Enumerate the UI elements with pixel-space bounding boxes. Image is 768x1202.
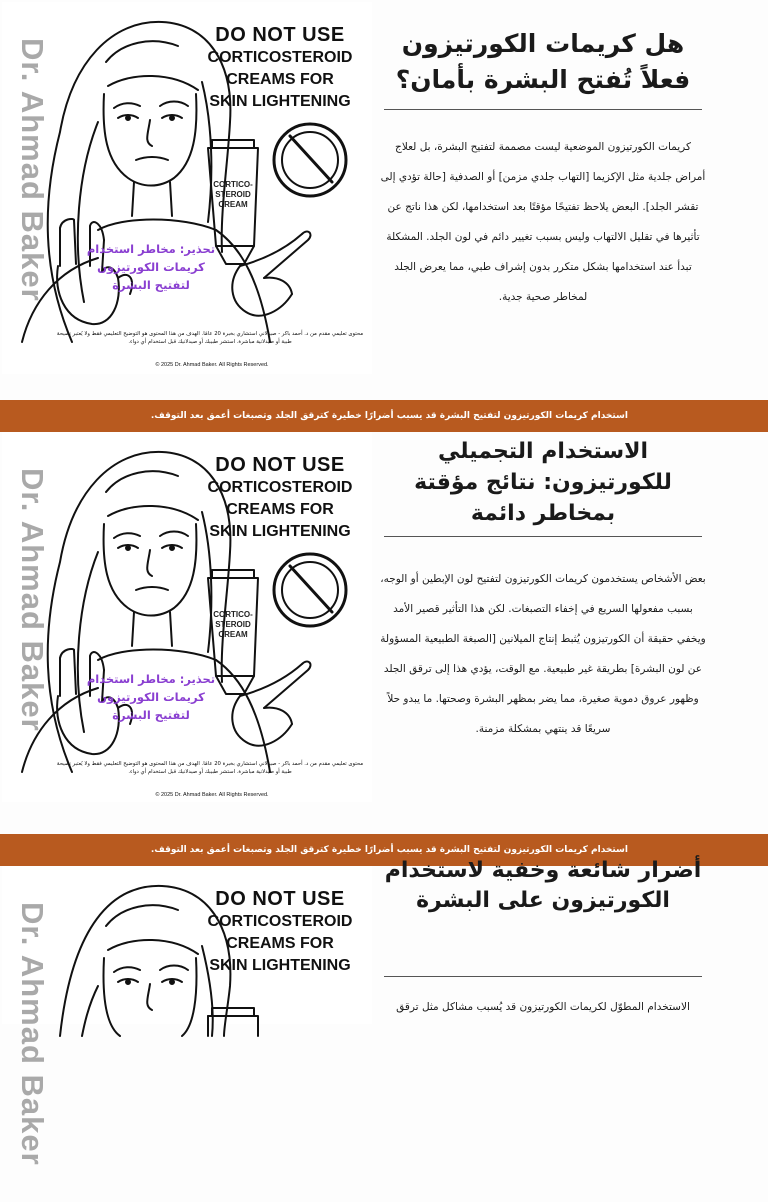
headline-line-1: DO NOT USE — [215, 24, 345, 46]
watermark-text: Dr. Ahmad Baker — [15, 902, 50, 1166]
section-body: بعض الأشخاص يستخدمون كريمات الكورتيزون لتفتيح لون الإبطين أو الوجه، بسبب مفعولها السريع في إخفاء التصبغات. لكن هذا التأثير قصير الأمد ويخفي حقيقة أن الكورتيزون يُثبط إنتاج الميلانين [الصبغة الطبيعية المسؤولة عن لون البشرة] بطريقة غير طبيعية. مع الوقت، يؤدي هذا إلى ترقق الجلد وظهور عروق دموية صغيرة، مما يضر بمظهر البشرة وصحتها. ما يبدو حلاً سريعًا قد ينتهي بمشكلة مزمنة. — [380, 573, 706, 735]
page-1 — [0, 0, 768, 400]
headline-line-4: SKIN LIGHTENING — [209, 523, 351, 540]
title-divider — [384, 536, 702, 537]
headline-line-4: SKIN LIGHTENING — [209, 93, 351, 110]
warning-arabic: تحذير: مخاطر استخدام كريمات الكورتيزون لتفتيح البشرة — [86, 242, 216, 292]
headline-line-2: CORTICOSTEROID — [207, 49, 353, 66]
illustration-panel — [2, 866, 372, 1166]
headline-line-3: CREAMS FOR — [226, 935, 334, 952]
section-title: أضرار شائعة وخفية لاستخدام الكورتيزون على البشرة — [384, 858, 702, 913]
page-3 — [0, 858, 768, 1166]
disclaimer-arabic: محتوى تعليمي مقدم من د. أحمد باكر - صيدلاني استشاري بخبرة 20 عامًا. الهدف من هذا المحتوى هو التوضيح التعليمي فقط ولا يُعتبر نصيحة طبية أو صيدلانية مباشرة. استشر طبيبك أو صيدلانيك قبل استخدام أي دواء. — [56, 331, 364, 345]
copyright: © 2025 Dr. Ahmad Baker. All Rights Reserved. — [155, 792, 269, 798]
headline-line-3: CREAMS FOR — [226, 501, 334, 518]
headline-line-3: CREAMS FOR — [226, 71, 334, 88]
tube-label: CORTICO- STEROID CREAM — [213, 610, 253, 639]
headline-english — [194, 454, 366, 543]
headline-line-2: CORTICOSTEROID — [207, 479, 353, 496]
headline-line-1: DO NOT USE — [215, 454, 345, 476]
watermark-text: Dr. Ahmad Baker — [15, 468, 50, 732]
watermark-text: Dr. Ahmad Baker — [15, 38, 50, 302]
headline-line-4: SKIN LIGHTENING — [209, 957, 351, 974]
disclaimer-arabic: محتوى تعليمي مقدم من د. أحمد باكر - صيدلاني استشاري بخبرة 20 عامًا. الهدف من هذا المحتوى هو التوضيح التعليمي فقط ولا يُعتبر نصيحة طبية أو صيدلانية مباشرة. استشر طبيبك أو صيدلانيك قبل استخدام أي دواء. — [56, 761, 364, 775]
illustration-panel — [2, 2, 372, 374]
warning-band: استخدام كريمات الكورتيزون لتفتيح البشرة قد يسبب أضرارًا خطيرة كترقق الجلد وتصبغات أعمق بعد التوقف. — [0, 400, 768, 432]
warning-band: استخدام كريمات الكورتيزون لتفتيح البشرة قد يسبب أضرارًا خطيرة كترقق الجلد وتصبغات أعمق بعد التوقف. — [0, 834, 768, 866]
headline-english — [194, 888, 366, 977]
headline-english — [194, 24, 366, 113]
warning-arabic: تحذير: مخاطر استخدام كريمات الكورتيزون لتفتيح البشرة — [86, 672, 216, 722]
title-divider — [384, 976, 702, 977]
headline-line-1: DO NOT USE — [215, 888, 345, 910]
headline-line-2: CORTICOSTEROID — [207, 913, 353, 930]
section-title: هل كريمات الكورتيزون فعلاً تُفتح البشرة بأمان؟ — [395, 29, 691, 94]
tube-label: CORTICO- STEROID CREAM — [213, 180, 253, 209]
section-title: الاستخدام التجميلي للكورتيزون: نتائج مؤقتة بمخاطر دائمة — [414, 439, 672, 526]
illustration-panel — [2, 432, 372, 802]
section-body: كريمات الكورتيزون الموضعية ليست مصممة لتفتيح البشرة، بل لعلاج أمراض جلدية مثل الإكزيما [التهاب جلدي مزمن] أو الصدفية [حالة تؤدي إلى تقشر الجلد]. البعض يلاحظ تفتيحًا مؤقتًا بعد استخدامها، لكن هذا ناتج عن تأثيرها في تقليل الالتهاب وليس بسبب تغيير دائم في لون الجلد. المشكلة تبدأ عند استخدامها بشكل متكرر بدون إشراف طبي، مما يعرض الجلد لمخاطر صحية جدية. — [380, 141, 706, 303]
section-body: الاستخدام المطوّل لكريمات الكورتيزون قد يُسبب مشاكل مثل ترقق — [396, 1001, 690, 1013]
page-2 — [0, 432, 768, 802]
copyright: © 2025 Dr. Ahmad Baker. All Rights Reserved. — [155, 362, 269, 368]
title-divider — [384, 109, 702, 110]
